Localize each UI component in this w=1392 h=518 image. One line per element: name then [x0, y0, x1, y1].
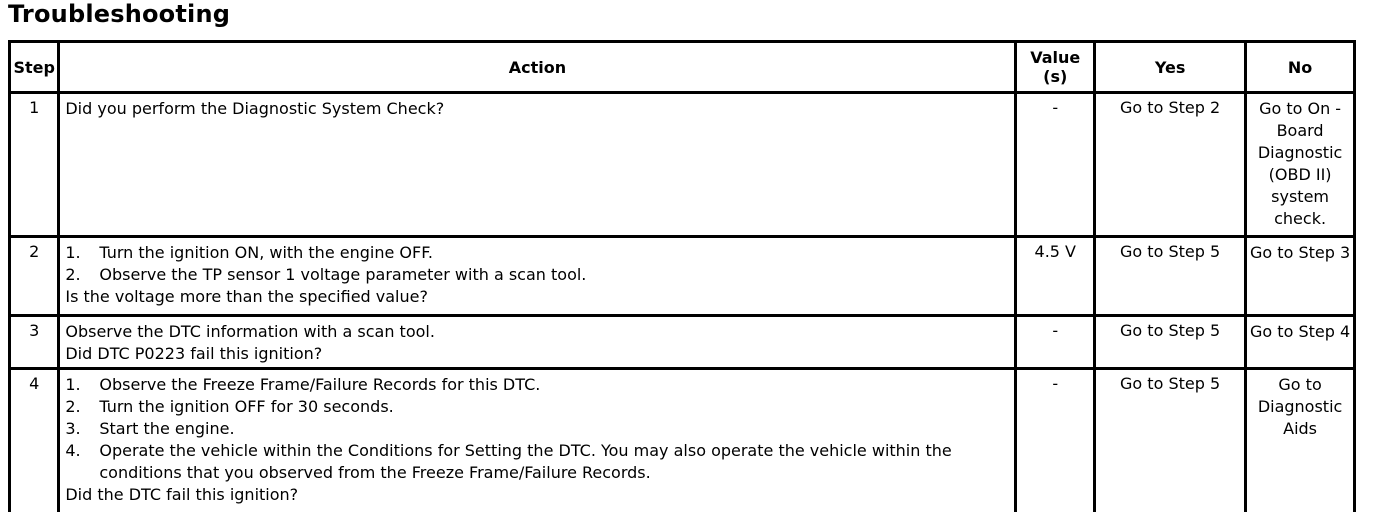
- action-cell: [59, 369, 1016, 514]
- action-cell: [59, 93, 1016, 237]
- value-cell: -: [1016, 369, 1095, 514]
- value-cell: 4.5 V: [1016, 237, 1095, 316]
- action-question: Did the DTC fail this ignition?: [65, 485, 299, 504]
- action-question: Is the voltage more than the specified value?: [65, 287, 428, 306]
- action-step: [65, 396, 1010, 418]
- action-step-number: 1.: [65, 375, 81, 394]
- action-step-text: Start the engine.: [99, 419, 235, 438]
- header-row: [10, 42, 1355, 93]
- table-row: [10, 316, 1355, 369]
- action-cell: [59, 316, 1016, 369]
- header-step: Step: [10, 42, 59, 93]
- action-step: [65, 374, 1010, 396]
- action-step: [65, 440, 1010, 484]
- action-step-text: Observe the TP sensor 1 voltage parameter with a scan tool.: [99, 265, 587, 284]
- yes-link[interactable]: Go to Step 5: [1095, 369, 1246, 514]
- action-cell: [59, 237, 1016, 316]
- step-number: 2: [10, 237, 59, 316]
- no-link[interactable]: Go to Step 4: [1246, 316, 1355, 369]
- page-cutoff: [0, 512, 1392, 518]
- action-step-number: 4.: [65, 441, 81, 460]
- action-step-text: Turn the ignition OFF for 30 seconds.: [99, 397, 394, 416]
- yes-link[interactable]: Go to Step 5: [1095, 316, 1246, 369]
- step-number: 1: [10, 93, 59, 237]
- table-row: [10, 369, 1355, 514]
- yes-link[interactable]: Go to Step 2: [1095, 93, 1246, 237]
- no-link[interactable]: Go to Diagnostic Aids: [1246, 369, 1355, 514]
- action-step: [65, 242, 1010, 264]
- action-step-text: Operate the vehicle within the Conditions for Setting the DTC. You may also operate the vehicle within the conditions that you observed from the Freeze Frame/Failure Records.: [99, 441, 952, 482]
- header-yes: Yes: [1095, 42, 1246, 93]
- header-action: Action: [59, 42, 1016, 93]
- step-number: 3: [10, 316, 59, 369]
- table-row: [10, 237, 1355, 316]
- action-step: [65, 418, 1010, 440]
- no-link[interactable]: Go to Step 3: [1246, 237, 1355, 316]
- no-link[interactable]: Go to On - Board Diagnostic (OBD II) system check.: [1246, 93, 1355, 237]
- action-instruction: Observe the DTC information with a scan tool.: [65, 322, 435, 341]
- action-steps: [65, 374, 1010, 484]
- action-step-number: 1.: [65, 243, 81, 262]
- action-question: Did DTC P0223 fail this ignition?: [65, 344, 323, 363]
- troubleshooting-table: [8, 40, 1356, 515]
- step-number: 4: [10, 369, 59, 514]
- page-title: Troubleshooting: [8, 0, 231, 28]
- action-question: Did you perform the Diagnostic System Check?: [65, 99, 445, 118]
- header-value: Value (s): [1016, 42, 1095, 93]
- action-step-text: Observe the Freeze Frame/Failure Records for this DTC.: [99, 375, 541, 394]
- action-step-number: 3.: [65, 419, 81, 438]
- table-row: [10, 93, 1355, 237]
- yes-link[interactable]: Go to Step 5: [1095, 237, 1246, 316]
- action-step-text: Turn the ignition ON, with the engine OFF.: [99, 243, 433, 262]
- value-cell: -: [1016, 316, 1095, 369]
- action-step: [65, 264, 1010, 286]
- action-steps: [65, 242, 1010, 286]
- value-cell: -: [1016, 93, 1095, 237]
- action-step-number: 2.: [65, 265, 81, 284]
- header-no: No: [1246, 42, 1355, 93]
- action-step-number: 2.: [65, 397, 81, 416]
